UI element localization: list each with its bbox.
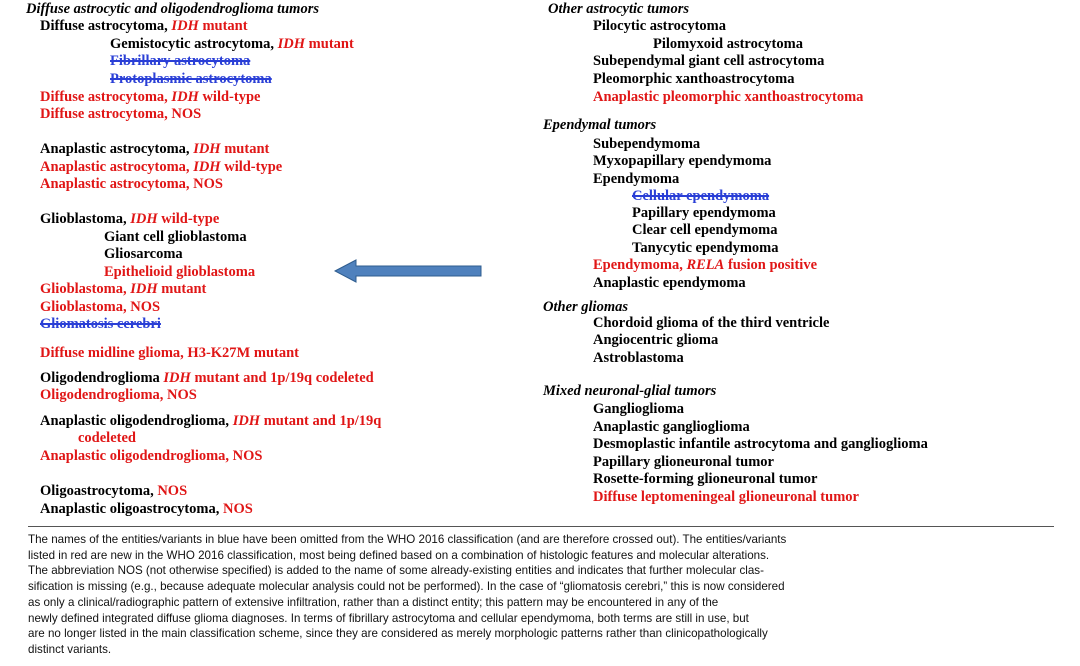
entry-text-segment: NOS bbox=[223, 501, 253, 517]
footnote bbox=[28, 532, 1054, 658]
tumor-entry bbox=[632, 222, 778, 239]
entry-text-segment: mutant bbox=[198, 18, 248, 34]
tumor-entry bbox=[593, 71, 795, 88]
tumor-entry bbox=[593, 489, 859, 506]
entry-text-segment: Oligodendroglioma, NOS bbox=[40, 387, 197, 403]
entry-text-segment: Anaplastic oligodendroglioma, bbox=[40, 413, 233, 429]
tumor-entry bbox=[40, 299, 160, 316]
entry-text-segment: Mixed neuronal-glial tumors bbox=[543, 383, 717, 399]
entry-text-segment: Tanycytic ependymoma bbox=[632, 240, 779, 256]
tumor-entry bbox=[40, 316, 161, 333]
entry-text-segment: IDH bbox=[171, 89, 199, 105]
entry-text-segment: NOS bbox=[157, 483, 188, 499]
entry-text-segment: Chordoid glioma of the third ventricle bbox=[593, 315, 830, 331]
entry-text-segment: RELA bbox=[686, 257, 725, 273]
entry-text-segment: Anaplastic astrocytoma, NOS bbox=[40, 176, 223, 192]
entry-text-segment: mutant bbox=[220, 141, 270, 157]
entry-text-segment: Giant cell glioblastoma bbox=[104, 229, 247, 245]
entry-text-segment: mutant and 1p/19q codeleted bbox=[190, 370, 374, 386]
tumor-entry bbox=[78, 430, 136, 447]
tumor-entry bbox=[110, 36, 354, 53]
entry-text-segment: Diffuse midline glioma, H3-K27M mutant bbox=[40, 345, 299, 361]
tumor-entry bbox=[40, 18, 248, 35]
entry-text-segment: Anaplastic oligoastrocytoma, bbox=[40, 501, 223, 517]
tumor-entry bbox=[40, 141, 269, 158]
entry-text-segment: wild-type bbox=[220, 159, 283, 175]
footnote-line: listed in red are new in the WHO 2016 classification, most being defined based on a combination of histologic features and molecular alterations. bbox=[28, 548, 770, 562]
tumor-entry bbox=[593, 275, 746, 292]
entry-text-segment: IDH bbox=[193, 141, 221, 157]
category-heading bbox=[543, 299, 628, 316]
entry-text-segment: Anaplastic ependymoma bbox=[593, 275, 746, 291]
entry-text-segment: Anaplastic oligodendroglioma, NOS bbox=[40, 448, 263, 464]
tumor-entry bbox=[110, 71, 272, 88]
tumor-entry bbox=[593, 53, 824, 70]
entry-text-segment: Gemistocytic astrocytoma, bbox=[110, 36, 278, 52]
entry-text-segment: Pilocytic astrocytoma bbox=[593, 18, 727, 34]
entry-text-segment: Subependymal giant cell astrocytoma bbox=[593, 53, 825, 69]
entry-text-segment: Gliomatosis cerebri bbox=[40, 316, 161, 332]
entry-text-segment: Anaplastic pleomorphic xanthoastrocytoma bbox=[593, 89, 864, 105]
tumor-entry bbox=[593, 257, 817, 274]
entry-text-segment: Glioblastoma, NOS bbox=[40, 299, 161, 315]
entry-text-segment: Protoplasmic astrocytoma bbox=[110, 71, 272, 87]
entry-text-segment: Gliosarcoma bbox=[104, 246, 183, 262]
footnote-divider bbox=[28, 526, 1054, 527]
entry-text-segment: Papillary ependymoma bbox=[632, 205, 776, 221]
entry-text-segment: Angiocentric glioma bbox=[593, 332, 719, 348]
tumor-entry bbox=[40, 501, 253, 518]
entry-text-segment: Papillary glioneuronal tumor bbox=[593, 454, 774, 470]
tumor-entry bbox=[593, 171, 679, 188]
entry-text-segment: IDH bbox=[171, 18, 199, 34]
entry-text-segment: Ependymoma, bbox=[593, 257, 687, 273]
category-heading bbox=[543, 117, 656, 134]
entry-text-segment: mutant bbox=[157, 281, 207, 297]
category-heading bbox=[26, 1, 319, 18]
tumor-entry bbox=[40, 211, 219, 228]
entry-text-segment: Pilomyxoid astrocytoma bbox=[653, 36, 803, 52]
tumor-entry bbox=[593, 350, 684, 367]
footnote-line: are no longer listed in the main classification scheme, since they are considered as merely morphologic patterns rather than clinicopathologically bbox=[28, 627, 768, 641]
entry-text-segment: Diffuse leptomeningeal glioneuronal tumor bbox=[593, 489, 859, 505]
tumor-entry bbox=[40, 89, 260, 106]
tumor-entry bbox=[40, 106, 201, 123]
entry-text-segment: IDH bbox=[130, 281, 158, 297]
entry-text-segment: Diffuse astrocytic and oligodendroglioma tumors bbox=[26, 1, 319, 17]
entry-text-segment: mutant and 1p/19q bbox=[260, 413, 382, 429]
tumor-entry bbox=[593, 136, 700, 153]
entry-text-segment: IDH bbox=[193, 159, 221, 175]
entry-text-segment: mutant bbox=[305, 36, 354, 52]
entry-text-segment: Anaplastic astrocytoma, bbox=[40, 141, 194, 157]
entry-text-segment: Diffuse astrocytoma, bbox=[40, 89, 172, 105]
left-arrow-icon bbox=[334, 259, 482, 283]
tumor-entry bbox=[593, 332, 718, 349]
entry-text-segment: wild-type bbox=[157, 211, 220, 227]
arrow-shape bbox=[335, 260, 481, 282]
tumor-entry bbox=[593, 315, 829, 332]
tumor-entry bbox=[593, 436, 928, 453]
tumor-entry bbox=[40, 448, 263, 465]
entry-text-segment: Epithelioid glioblastoma bbox=[104, 264, 256, 280]
entry-text-segment: fusion positive bbox=[724, 257, 818, 273]
tumor-entry bbox=[593, 454, 774, 471]
tumor-entry bbox=[593, 18, 726, 35]
tumor-entry bbox=[40, 370, 374, 387]
entry-text-segment: Ependymoma bbox=[593, 171, 680, 187]
footnote-line: The names of the entities/variants in blue have been omitted from the WHO 2016 classification (and are therefore crossed out). The entities/variants bbox=[28, 533, 787, 546]
tumor-entry bbox=[593, 471, 817, 488]
entry-text-segment: IDH bbox=[232, 413, 261, 429]
entry-text-segment: Ganglioglioma bbox=[593, 401, 685, 417]
entry-text-segment: IDH bbox=[163, 370, 191, 386]
entry-text-segment: Other gliomas bbox=[543, 299, 628, 315]
entry-text-segment: Myxopapillary ependymoma bbox=[593, 153, 772, 169]
entry-text-segment: Ependymal tumors bbox=[543, 117, 657, 133]
entry-text-segment: Oligoastrocytoma, bbox=[40, 483, 158, 499]
tumor-entry bbox=[40, 413, 381, 430]
entry-text-segment: Anaplastic astrocytoma, bbox=[40, 159, 194, 175]
entry-text-segment: Cellular ependymoma bbox=[632, 188, 770, 204]
entry-text-segment: Subependymoma bbox=[593, 136, 701, 152]
tumor-entry bbox=[40, 176, 223, 193]
tumor-entry bbox=[40, 483, 187, 500]
footnote-line: distinct variants. bbox=[28, 642, 112, 656]
tumor-entry bbox=[632, 188, 769, 205]
tumor-entry bbox=[40, 159, 282, 176]
entry-text-segment: Astroblastoma bbox=[593, 350, 684, 366]
tumor-entry bbox=[40, 345, 299, 362]
tumor-entry bbox=[593, 401, 684, 418]
tumor-entry bbox=[40, 281, 206, 298]
tumor-entry bbox=[593, 153, 771, 170]
entry-text-segment: Pleomorphic xanthoastrocytoma bbox=[593, 71, 795, 87]
tumor-entry bbox=[40, 387, 197, 404]
entry-text-segment: Diffuse astrocytoma, bbox=[40, 18, 172, 34]
entry-text-segment: Desmoplastic infantile astrocytoma and ganglioglioma bbox=[593, 436, 928, 452]
footnote-line: sification is missing (e.g., because adequate molecular analysis could not be performed). In the case of “gliomatosis cerebri,” this is now considered bbox=[28, 580, 785, 594]
tumor-entry bbox=[110, 53, 250, 70]
entry-text-segment: Oligodendroglioma bbox=[40, 370, 164, 386]
entry-text-segment: Glioblastoma, bbox=[40, 281, 131, 297]
category-heading bbox=[548, 1, 689, 18]
tumor-entry bbox=[593, 89, 863, 106]
entry-text-segment: Fibrillary astrocytoma bbox=[110, 53, 251, 69]
tumor-entry bbox=[653, 36, 803, 53]
entry-text-segment: Diffuse astrocytoma, NOS bbox=[40, 106, 202, 122]
footnote-line: The abbreviation NOS (not otherwise specified) is added to the name of some already-existing entities and indicates that further molecular clas- bbox=[28, 564, 764, 578]
category-heading bbox=[543, 383, 716, 400]
entry-text-segment: Other astrocytic tumors bbox=[548, 1, 689, 17]
footnote-line: as only a clinical/radiographic pattern of extensive infiltration, rather than a distinct entity; this pattern may be encountered in any of the bbox=[28, 595, 719, 609]
tumor-entry bbox=[104, 229, 247, 246]
tumor-entry bbox=[632, 205, 776, 222]
entry-text-segment: Clear cell ependymoma bbox=[632, 222, 778, 238]
tumor-entry bbox=[632, 240, 778, 257]
tumor-entry bbox=[104, 264, 255, 281]
entry-text-segment: wild-type bbox=[198, 89, 261, 105]
entry-text-segment: IDH bbox=[130, 211, 158, 227]
entry-text-segment: Glioblastoma, bbox=[40, 211, 131, 227]
entry-text-segment: IDH bbox=[277, 36, 306, 52]
footnote-line: newly defined integrated diffuse glioma diagnoses. In terms of fibrillary astrocytoma and cellular ependymoma, both terms are still in use, but bbox=[28, 611, 749, 625]
entry-text-segment: Rosette-forming glioneuronal tumor bbox=[593, 471, 818, 487]
tumor-entry bbox=[593, 419, 750, 436]
tumor-entry bbox=[104, 246, 183, 263]
entry-text-segment: Anaplastic ganglioglioma bbox=[593, 419, 750, 435]
entry-text-segment: codeleted bbox=[78, 430, 136, 446]
